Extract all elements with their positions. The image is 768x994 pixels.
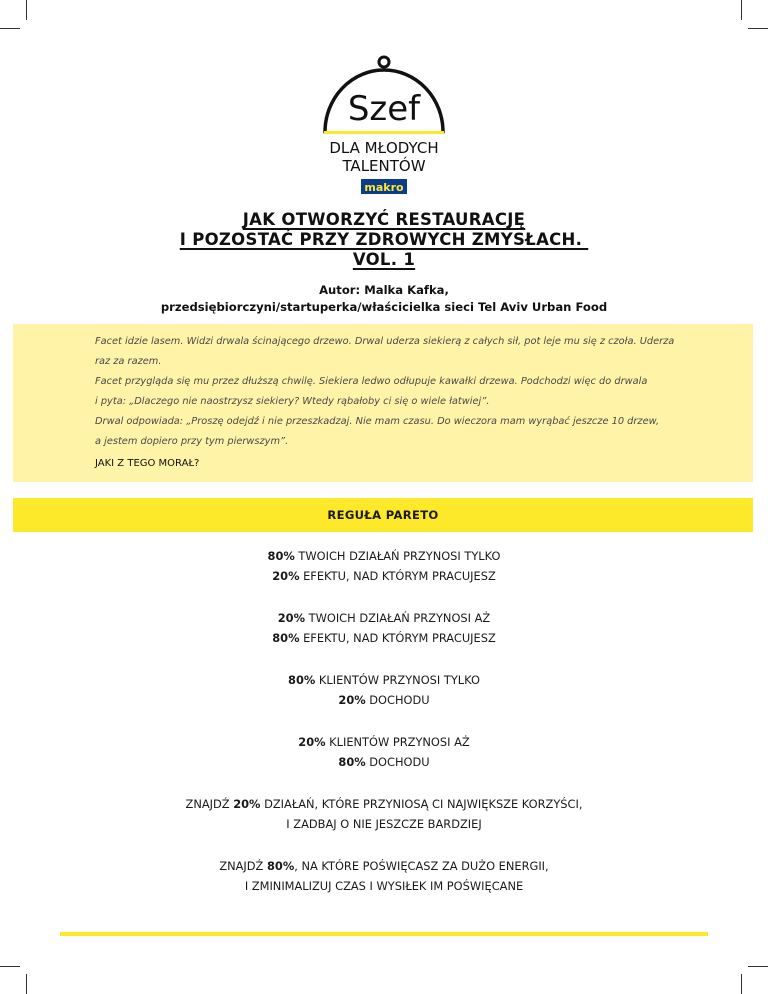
action-percent: 20% xyxy=(233,797,261,811)
story-moral: JAKI Z TEGO MORAŁ? xyxy=(95,458,200,469)
crop-mark xyxy=(0,28,20,29)
crop-mark xyxy=(741,974,742,994)
pareto-action xyxy=(0,856,768,896)
action-text: ZNAJDŹ xyxy=(219,859,267,873)
crop-mark xyxy=(748,966,768,967)
rule-text: DOCHODU xyxy=(365,755,430,769)
action-text: I ZADBAJ O NIE JESZCZE BARDZIEJ xyxy=(286,817,482,831)
pareto-rule xyxy=(0,546,768,586)
logo-line-2: TALENTÓW xyxy=(342,157,426,175)
story-line: Drwal odpowiada: „Proszę odejdź i nie przeszkadzaj. Nie mam czasu. Do wieczora mam wyrąbać jeszcze 10 drzew, xyxy=(95,416,660,427)
rule-text: DOCHODU xyxy=(365,693,430,707)
logo-line-1: DLA MŁODYCH xyxy=(329,139,439,157)
author-info xyxy=(0,282,768,316)
pareto-rules xyxy=(0,546,768,918)
rule-percent: 20% xyxy=(298,735,326,749)
rule-text: KLIENTÓW PRZYNOSI AŻ xyxy=(325,735,470,749)
action-percent: 80% xyxy=(266,859,295,873)
footer-divider xyxy=(60,932,708,936)
story-line: i pyta: „Dlaczego nie naostrzysz siekiery? Wtedy rąbałoby ci się o wiele łatwiej”. xyxy=(95,396,490,407)
pareto-heading: REGUŁA PARETO xyxy=(13,498,753,532)
article-title xyxy=(0,210,768,270)
rule-text: EFEKTU, NAD KTÓRYM PRACUJESZ xyxy=(299,569,496,583)
story-box xyxy=(13,324,753,482)
rule-percent: 80% xyxy=(338,755,366,769)
title-line-2: I POZOSTAĆ PRZY ZDROWYCH ZMYSŁACH. xyxy=(179,230,589,249)
crop-mark xyxy=(748,28,768,29)
rule-percent: 20% xyxy=(338,693,366,707)
rule-percent: 20% xyxy=(272,569,300,583)
title-line-1: JAK OTWORZYĆ RESTAURACJĘ xyxy=(242,210,526,229)
author-description: przedsiębiorczyni/startuperka/właścicielka sieci Tel Aviv Urban Food xyxy=(160,300,608,314)
action-text: DZIAŁAŃ, KTÓRE PRZYNIOSĄ CI NAJWIĘKSZE KORZYŚCI, xyxy=(260,797,583,811)
action-text: , NA KTÓRE POŚWIĘCASZ ZA DUŻO ENERGII, xyxy=(294,859,549,873)
action-text: ZNAJDŹ xyxy=(185,797,234,811)
rule-text: EFEKTU, NAD KTÓRYM PRACUJESZ xyxy=(299,631,496,645)
rule-percent: 20% xyxy=(277,611,306,625)
logo-name: Szef xyxy=(347,89,421,129)
crop-mark xyxy=(741,0,742,20)
pareto-action xyxy=(0,794,768,834)
rule-text: TWOICH DZIAŁAŃ PRZYNOSI TYLKO xyxy=(294,549,501,563)
story-line: raz za razem. xyxy=(95,356,162,367)
makro-brand: makro xyxy=(364,181,404,194)
pareto-rule xyxy=(0,732,768,772)
crop-mark xyxy=(0,966,20,967)
rule-text: KLIENTÓW PRZYNOSI TYLKO xyxy=(315,673,480,687)
pareto-rule xyxy=(0,608,768,648)
rule-percent: 80% xyxy=(288,673,316,687)
rule-text: TWOICH DZIAŁAŃ PRZYNOSI AŻ xyxy=(305,611,491,625)
story-line: a jestem dopiero przy tym pierwszym”. xyxy=(95,436,289,447)
szef-logo xyxy=(0,52,768,202)
rule-percent: 80% xyxy=(272,631,300,645)
crop-mark xyxy=(26,974,27,994)
action-text: I ZMINIMALIZUJ CZAS I WYSIŁEK IM POŚWIĘCANE xyxy=(244,879,524,893)
author-name: Autor: Malka Kafka, xyxy=(319,283,449,297)
title-line-3: VOL. 1 xyxy=(352,250,416,269)
story-line: Facet przygląda się mu przez dłuższą chwilę. Siekiera ledwo odłupuje kawałki drzewa. Podchodzi więc do drwala xyxy=(95,376,648,387)
rule-percent: 80% xyxy=(267,549,295,563)
crop-mark xyxy=(26,0,27,20)
story-line: Facet idzie lasem. Widzi drwala ścinającego drzewo. Drwal uderza siekierą z całych sił, pot leje mu się z czoła. Uderza xyxy=(95,336,675,347)
pareto-rule xyxy=(0,670,768,710)
